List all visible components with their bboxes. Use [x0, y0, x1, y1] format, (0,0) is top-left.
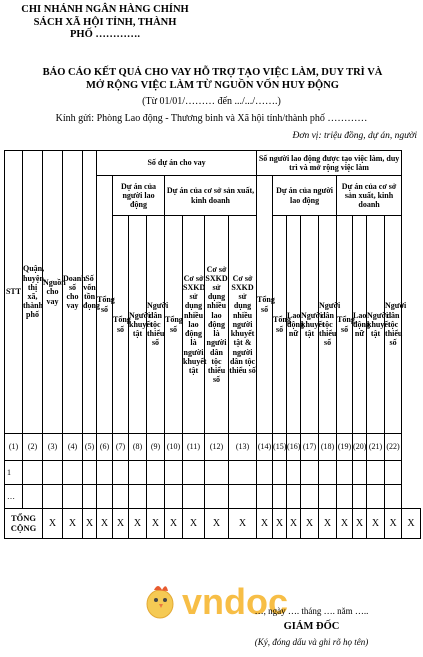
- org-line-3: PHỐ ………….: [70, 29, 140, 40]
- total-cell: X: [367, 509, 385, 539]
- index-cell: (12): [205, 434, 229, 461]
- index-cell: (18): [319, 434, 337, 461]
- index-cell: (5): [83, 434, 97, 461]
- col-wi-total-header: Tổng số: [273, 216, 287, 434]
- col-ind-disabled-header: Người khuyết tật: [129, 216, 147, 434]
- col-district-header: Quận, huyện, thị xã, thành phố: [23, 151, 43, 434]
- index-cell: (8): [129, 434, 147, 461]
- unit-note: Đơn vị: triệu đồng, dự án, người: [292, 131, 417, 141]
- total-cell: X: [273, 509, 287, 539]
- col-bus-both-header: Cơ sở SXKD sử dụng nhiều người khuyết tật & người dân tộc thiểu số: [229, 216, 257, 434]
- director-title: GIÁM ĐỐC: [283, 621, 340, 632]
- index-cell: (7): [113, 434, 129, 461]
- total-cell: X: [129, 509, 147, 539]
- col-wb-female-header: Lao động nữ: [353, 216, 367, 434]
- col-wb-total-header: Tổng số: [337, 216, 353, 434]
- col-wb-disabled-header: Người khuyết tật: [367, 216, 385, 434]
- col-bus-total-header: Tổng số: [165, 216, 183, 434]
- total-cell: X: [287, 509, 301, 539]
- report-title: [10, 66, 415, 92]
- total-cell: X: [353, 509, 367, 539]
- index-cell: (2): [23, 434, 43, 461]
- col-wb-ethnic-header: Người dân tộc thiểu số: [385, 216, 402, 434]
- index-cell: (6): [97, 434, 113, 461]
- col-wi-female-header: Lao động nữ: [287, 216, 301, 434]
- index-cell: (4): [63, 434, 83, 461]
- index-cell: (22): [385, 434, 402, 461]
- index-cell: (19): [337, 434, 353, 461]
- report-table: [4, 150, 421, 539]
- col-ind-total-header: Tổng số: [113, 216, 129, 434]
- col-debt-header: Số vốn tồn đọng: [83, 151, 97, 434]
- col-sales-header: Doanh số cho vay: [63, 151, 83, 434]
- col-bus-ethnic-header: Cơ sở SXKD sử dụng nhiều lao động là người dân tộc thiểu số: [205, 216, 229, 434]
- index-cell: (10): [165, 434, 183, 461]
- title-line-1: BÁO CÁO KẾT QUẢ CHO VAY HỖ TRỢ TẠO VIỆC LÀM, DUY TRÌ VÀ: [42, 67, 383, 78]
- report-recipient: Kính gửi: Phòng Lao động - Thương binh và Xã hội tỉnh/thành phố …………: [55, 113, 368, 124]
- index-cell: (3): [43, 434, 63, 461]
- index-cell: (16): [287, 434, 301, 461]
- total-cell: X: [83, 509, 97, 539]
- org-line-2: SÁCH XÃ HỘI TỈNH, THÀNH: [33, 16, 177, 28]
- col-wi-ethnic-header: Người dân tộc thiểu số: [319, 216, 337, 434]
- col-total-header: Tổng số: [97, 176, 113, 434]
- org-line-1: CHI NHÁNH NGÂN HÀNG CHÍNH: [21, 4, 189, 15]
- total-label: TỔNG CỘNG: [5, 509, 43, 539]
- total-cell: X: [301, 509, 319, 539]
- total-cell: X: [183, 509, 205, 539]
- index-cell: (21): [367, 434, 385, 461]
- total-cell: X: [402, 509, 421, 539]
- total-cell: X: [97, 509, 113, 539]
- sub-individual-header: Dự án của người lao động: [113, 176, 165, 216]
- index-cell: (9): [147, 434, 165, 461]
- col-source-header: Nguồn cho vay: [43, 151, 63, 434]
- index-row: [5, 434, 421, 461]
- organization-header: [0, 4, 210, 42]
- title-line-2: MỞ RỘNG VIỆC LÀM TỪ NGUỒN VỐN HUY ĐỘNG: [86, 80, 339, 91]
- report-period: (Từ 01/01/……… đến .../.../…….): [142, 96, 281, 107]
- index-cell: (17): [301, 434, 319, 461]
- total-cell: X: [147, 509, 165, 539]
- col-stt-header: STT: [5, 151, 23, 434]
- sub-individual-w-header: Dự án của người lao động: [273, 176, 337, 216]
- total-cell: X: [337, 509, 353, 539]
- group-workers-header: Số người lao động được tạo việc làm, duy trì và mở rộng việc làm: [257, 151, 402, 176]
- col-wi-disabled-header: Người khuyết tật: [301, 216, 319, 434]
- row-stt: 1: [5, 461, 23, 485]
- group-loans-header: Số dự án cho vay: [97, 151, 257, 176]
- total-cell: X: [113, 509, 129, 539]
- total-cell: X: [319, 509, 337, 539]
- report-date: …, ngày …. tháng …. năm …..: [254, 606, 369, 616]
- index-cell: (14): [257, 434, 273, 461]
- total-cell: X: [165, 509, 183, 539]
- watermark-text: vndoc: [182, 581, 289, 622]
- table-row: [5, 461, 421, 485]
- col-ind-ethnic-header: Người dân tộc thiểu số: [147, 216, 165, 434]
- sub-business-w-header: Dự án của cơ sở sản xuất, kinh doanh: [337, 176, 402, 216]
- index-cell: (13): [229, 434, 257, 461]
- col-bus-disabled-header: Cơ sở SXKD sử dụng nhiều lao động là người khuyết tật: [183, 216, 205, 434]
- total-cell: X: [257, 509, 273, 539]
- index-cell: (1): [5, 434, 23, 461]
- total-cell: X: [63, 509, 83, 539]
- index-cell: (11): [183, 434, 205, 461]
- total-row: [5, 509, 421, 539]
- total-cell: X: [43, 509, 63, 539]
- row-stt: …: [5, 485, 23, 509]
- total-cell: X: [229, 509, 257, 539]
- total-cell: X: [205, 509, 229, 539]
- sub-business-header: Dự án của cơ sở sản xuất, kinh doanh: [165, 176, 257, 216]
- table-row: [5, 485, 421, 509]
- signature-note: (Ký, đóng dấu và ghi rõ họ tên): [254, 637, 369, 647]
- total-cell: X: [385, 509, 402, 539]
- col-w-total-header: Tổng số: [257, 176, 273, 434]
- index-cell: (20): [353, 434, 367, 461]
- index-cell: (15): [273, 434, 287, 461]
